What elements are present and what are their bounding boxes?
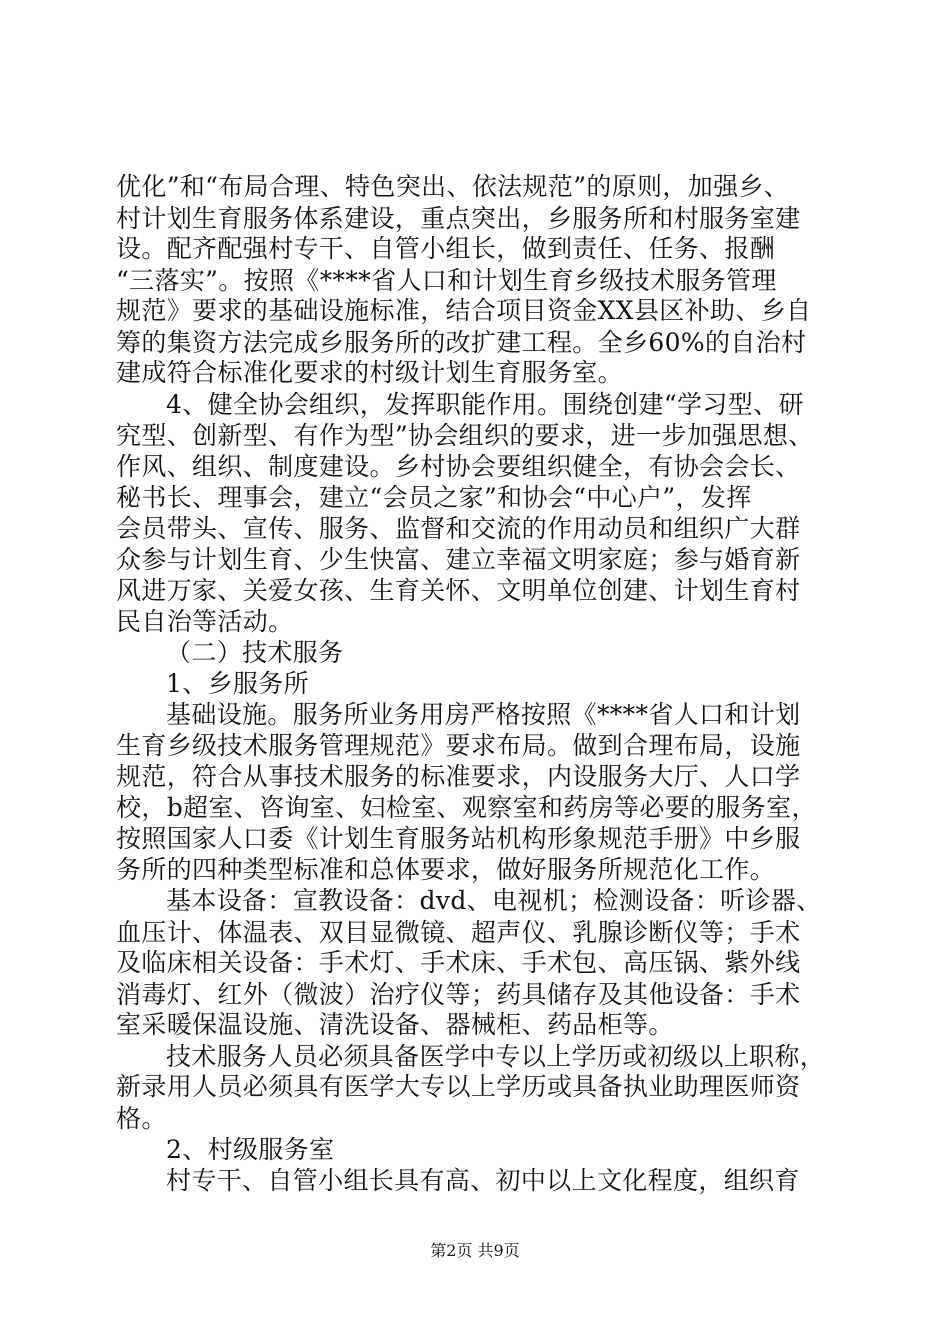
text-line: 众参与计划生育、少生快富、建立幸福文明家庭；参与婚育新 <box>116 544 801 574</box>
text-line: 设。配齐配强村专干、自管小组长，做到责任、任务、报酬 <box>116 234 776 264</box>
text-line: 风进万家、关爱女孩、生育关怀、文明单位创建、计划生育村 <box>116 576 801 606</box>
text-line: 优化”和“布局合理、特色突出、依法规范”的原则，加强乡、 <box>116 172 790 201</box>
text-line: 按照国家人口委《计划生育服务站机构形象规范手册》中乡服 <box>116 823 801 853</box>
text-line: 秘书长、理事会，建立“会员之家”和协会“中心户”，发挥 <box>116 482 752 512</box>
text-line: 规范，符合从事技术服务的标准要求，内设服务大厅、人口学 <box>116 761 801 791</box>
text-line: 新录用人员必须具有医学大专以上学历或具备执业助理医师资 <box>116 1072 801 1102</box>
text-line: 技术服务人员必须具备医学中专以上学历或初级以上职称， <box>166 1041 826 1071</box>
text-line: 校，b超室、咨询室、妇检室、观察室和药房等必要的服务室， <box>116 793 817 823</box>
text-line: 筹的集资方法完成乡服务所的改扩建工程。全乡60%的自治村 <box>116 327 807 357</box>
text-line: 究型、创新型、有作为型”协会组织的要求，进一步加强思想、 <box>116 420 814 450</box>
subsection-heading: 1、乡服务所 <box>166 669 310 698</box>
text-line: 4、健全协会组织，发挥职能作用。围绕创建“学习型、研 <box>166 389 804 419</box>
text-line: 基础设施。服务所业务用房严格按照《****省人口和计划 <box>166 699 801 729</box>
text-line: 作风、组织、制度建设。乡村协会要组织健全，有协会会长、 <box>116 452 801 481</box>
text-line: 及临床相关设备：手术灯、手术床、手术包、高压锅、紫外线 <box>116 948 801 978</box>
page-number-footer: 第2页 共9页 <box>430 1241 520 1260</box>
text-line: “三落实”。按照《****省人口和计划生育乡级技术服务管理 <box>116 265 777 295</box>
text-line: 务所的四种类型标准和总体要求，做好服务所规范化工作。 <box>116 855 776 885</box>
text-line: 消毒灯、红外（微波）治疗仪等；药具储存及其他设备：手术 <box>116 979 801 1009</box>
text-line: 建成符合标准化要求的村级计划生育服务室。 <box>116 358 624 388</box>
text-line: 室采暖保温设施、清洗设备、器械柜、药品柜等。 <box>116 1010 674 1040</box>
text-line: 村计划生育服务体系建设，重点突出，乡服务所和村服务室建 <box>116 203 801 233</box>
text-line: 规范》要求的基础设施标准，结合项目资金XX县区补助、乡自 <box>116 296 812 326</box>
section-heading: （二）技术服务 <box>166 638 344 668</box>
text-line: 民自治等活动。 <box>116 606 294 636</box>
text-line: 生育乡级技术服务管理规范》要求布局。做到合理布局，设施 <box>116 731 801 761</box>
subsection-heading: 2、村级服务室 <box>166 1134 335 1164</box>
text-line: 会员带头、宣传、服务、监督和交流的作用动员和组织广大群 <box>116 514 801 544</box>
text-line: 村专干、自管小组长具有高、初中以上文化程度，组织育 <box>166 1166 800 1195</box>
text-line: 血压计、体温表、双目显微镜、超声仪、乳腺诊断仪等；手术 <box>116 917 801 947</box>
text-line: 基本设备：宣教设备：dvd、电视机；检测设备：听诊器、 <box>166 886 822 915</box>
text-line: 格。 <box>116 1103 167 1133</box>
